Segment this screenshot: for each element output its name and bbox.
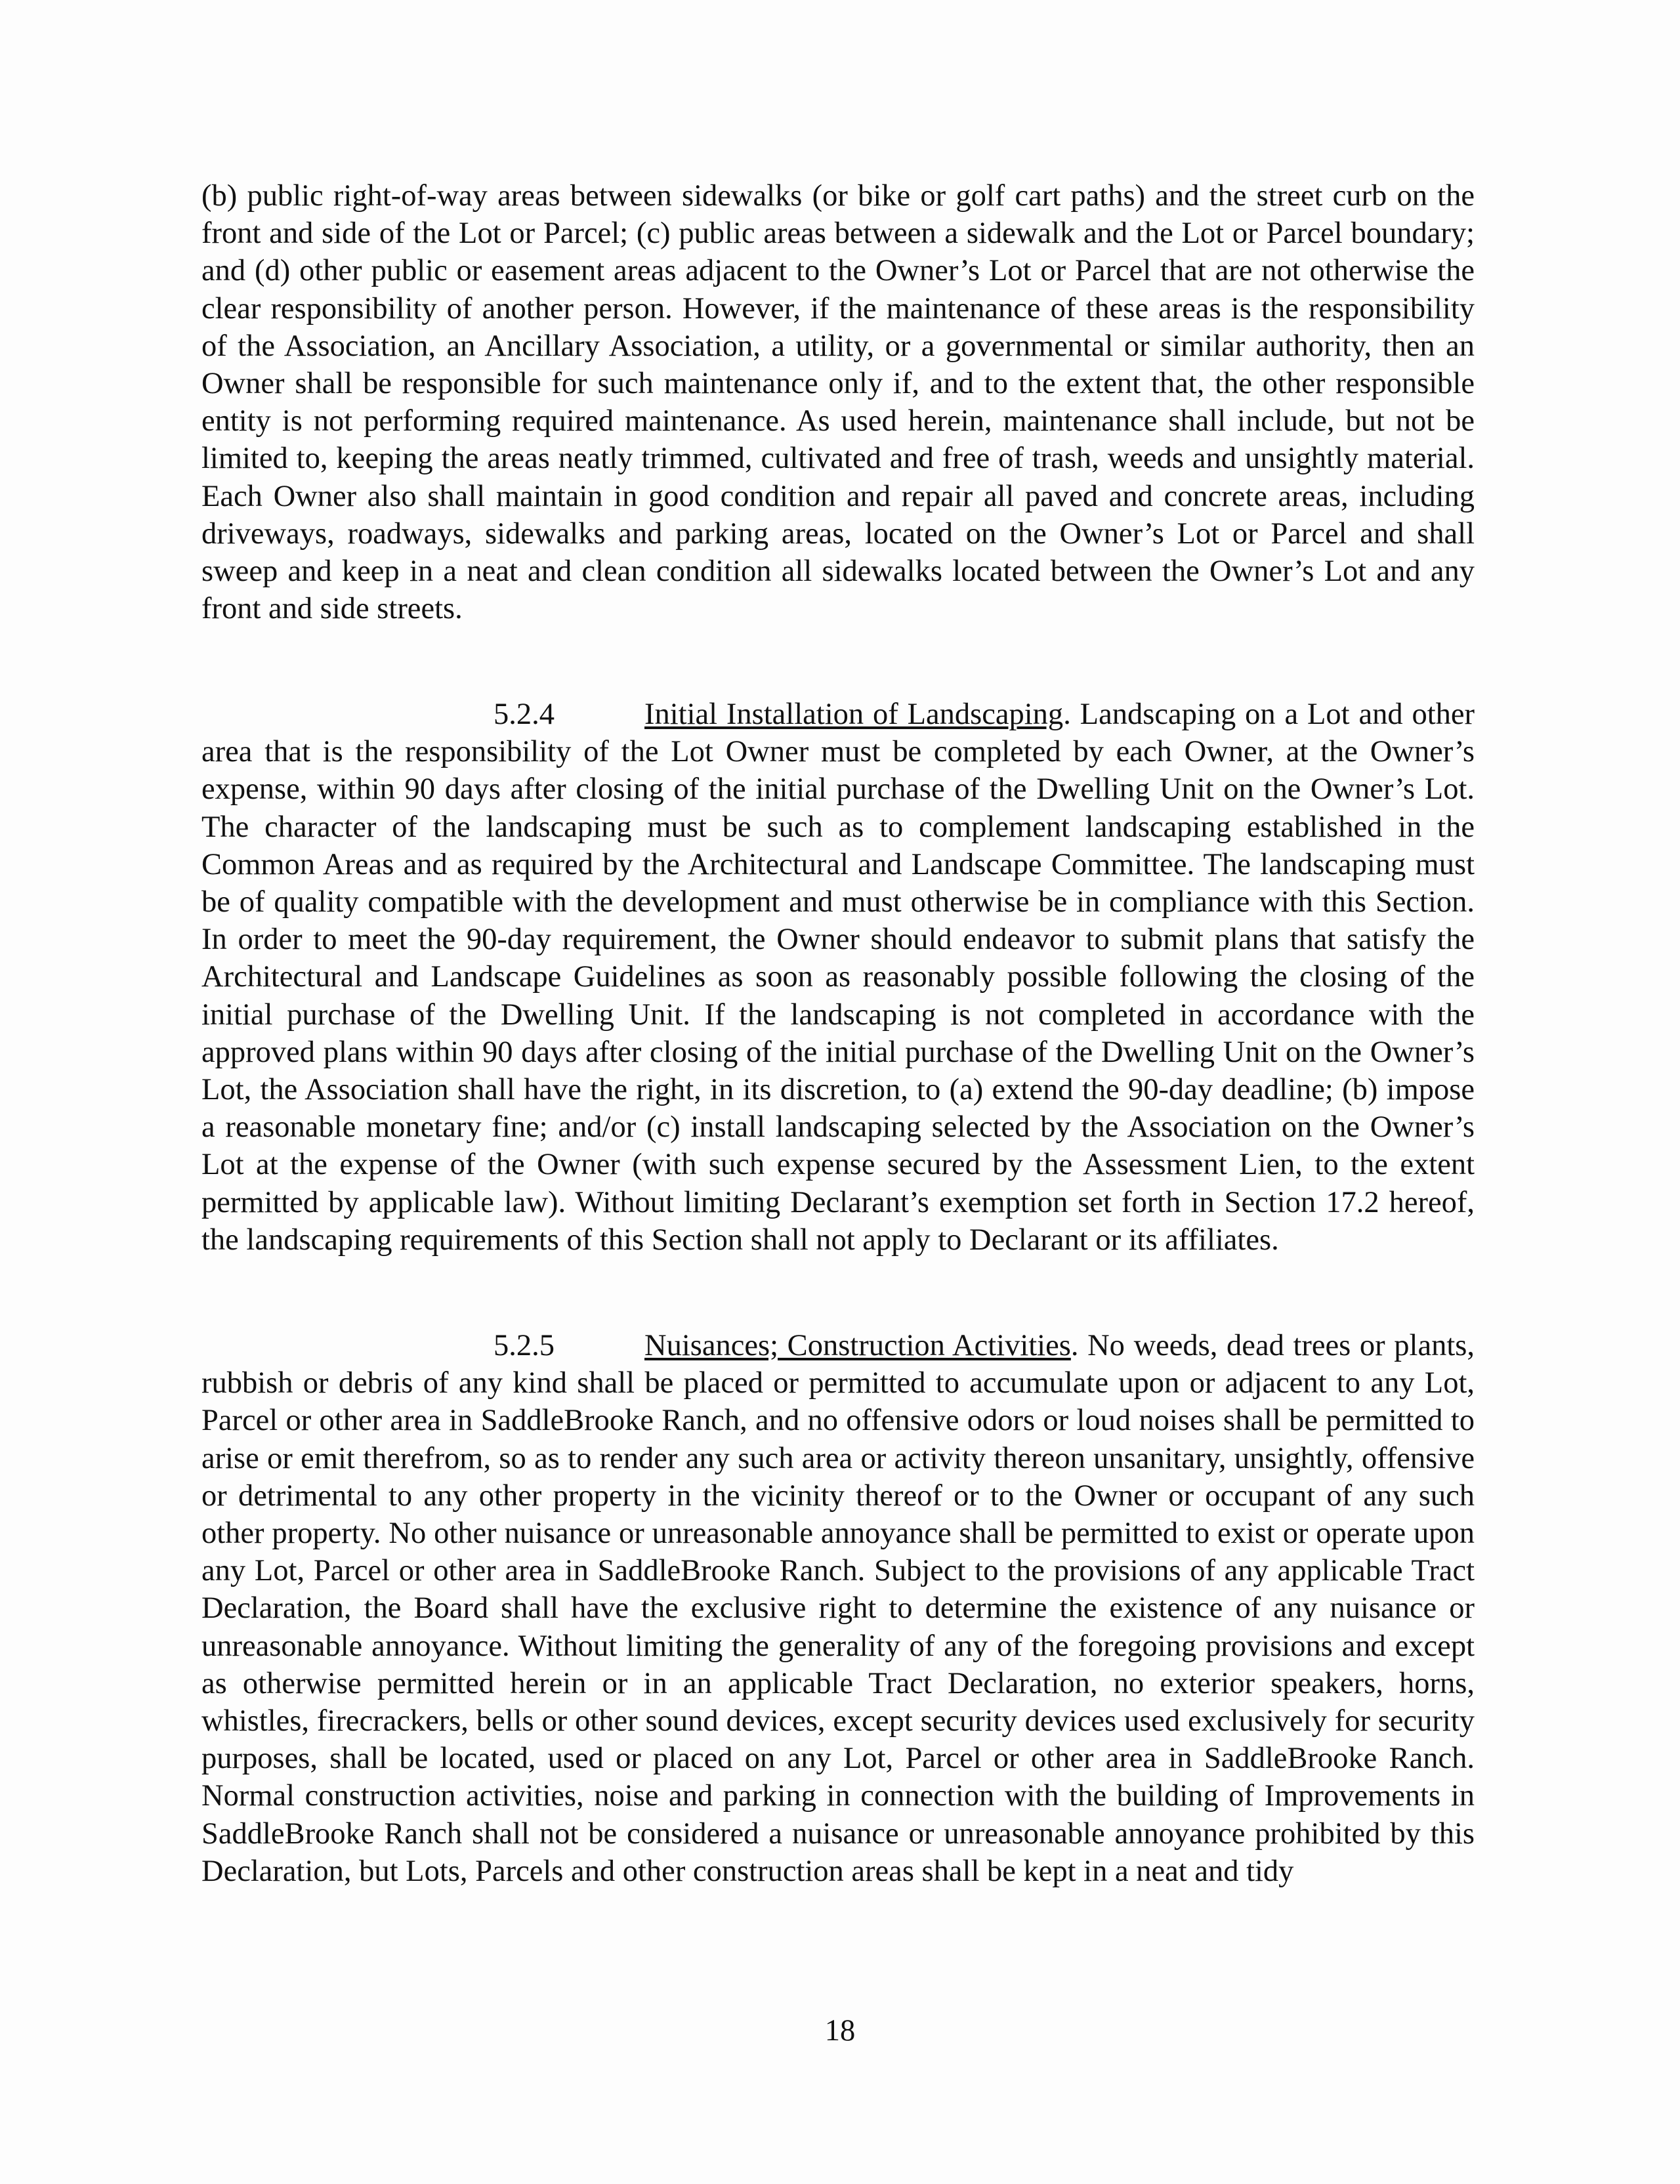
page-number: 18: [824, 2014, 856, 2048]
paragraph-maintenance-areas: (b) public right-of-way areas between sidewalks (or bike or golf cart paths) and the street curb on the front and side of the Lot or Parcel; (c) public areas between a sidewalk and the Lot or Parcel boundary; and (d) other public or easement areas adjacent to the Owner’s Lot or Parcel that are not otherwise the clear responsibility of another person. However, if the maintenance of these areas is the responsibility of the Association, an Ancillary Association, a utility, or a governmental or similar authority, then an Owner shall be responsible for such maintenance only if, and to the extent that, the other responsible entity is not performing required maintenance. As used herein, maintenance shall include, but not be limited to, keeping the areas neatly trimmed, cultivated and free of trash, weeds and unsightly material. Each Owner also shall maintain in good condition and repair all paved and concrete areas, including driveways, roadways, sidewalks and parking areas, located on the Owner’s Lot or Parcel and shall sweep and keep in a neat and clean condition all sidewalks located between the Owner’s Lot and any front and side streets.: [201, 179, 1475, 626]
section-body: . Landscaping on a Lot and other area that is the responsibility of the Lot Owner must be completed by each Owner, at the Owner’s expense, within 90 days after closing of the initial purchase of the Dwelling Unit on the Owner’s Lot. The character of the landscaping must be such as to complement landscaping established in the Common Areas and as required by the Architectural and Landscape Committee. The landscaping must be of quality compatible with the development and must otherwise be in compliance with this Section. In order to meet the 90-day requirement, the Owner should endeavor to submit plans that satisfy the Architectural and Landscape Guidelines as soon as reasonably possible following the closing of the initial purchase of the Dwelling Unit. If the landscaping is not completed in accordance with the approved plans within 90 days after closing of the initial purchase of the Dwelling Unit on the Owner’s Lot, the Association shall have the right, in its discretion, to (a) extend the 90-day deadline; (b) impose a reasonable monetary fine; and/or (c) install landscaping selected by the Association on the Owner’s Lot at the expense of the Owner (with such expense secured by the Assessment Lien, to the extent permitted by applicable law). Without limiting Declarant’s exemption set forth in Section 17.2 hereof, the landscaping requirements of this Section shall not apply to Declarant or its affiliates.: [201, 698, 1475, 1257]
section-5-2-4: [201, 696, 1475, 1259]
section-body: . No weeds, dead trees or plants, rubbish or debris of any kind shall be placed or permitted to accumulate upon or adjacent to any Lot, Parcel or other area in SaddleBrooke Ranch, and no offensive odors or loud noises shall be permitted to arise or emit therefrom, so as to render any such area or activity thereon unsanitary, unsightly, offensive or detrimental to any other property in the vicinity thereof or to the Owner or occupant of any such other property. No other nuisance or unreasonable annoyance shall be permitted to exist or operate upon any Lot, Parcel or other area in SaddleBrooke Ranch. Subject to the provisions of any applicable Tract Declaration, the Board shall have the exclusive right to determine the existence of any nuisance or unreasonable annoyance. Without limiting the generality of any of the foregoing provisions and except as otherwise permitted herein or in an applicable Tract Declaration, no exterior speakers, horns, whistles, firecrackers, bells or other sound devices, except security devices used exclusively for security purposes, shall be located, used or placed on any Lot, Parcel or other area in SaddleBrooke Ranch. Normal construction activities, noise and parking in connection with the building of Improvements in SaddleBrooke Ranch shall not be considered a nuisance or unreasonable annoyance prohibited by this Declaration, but Lots, Parcels and other construction areas shall be kept in a neat and tidy: [201, 1329, 1475, 1888]
section-title: Nuisances; Construction Activities: [644, 1329, 1071, 1362]
section-5-2-5: [201, 1327, 1475, 1890]
section-title: Initial Installation of Landscaping: [644, 698, 1064, 731]
section-number: 5.2.4: [494, 698, 555, 731]
section-number: 5.2.5: [494, 1329, 555, 1362]
